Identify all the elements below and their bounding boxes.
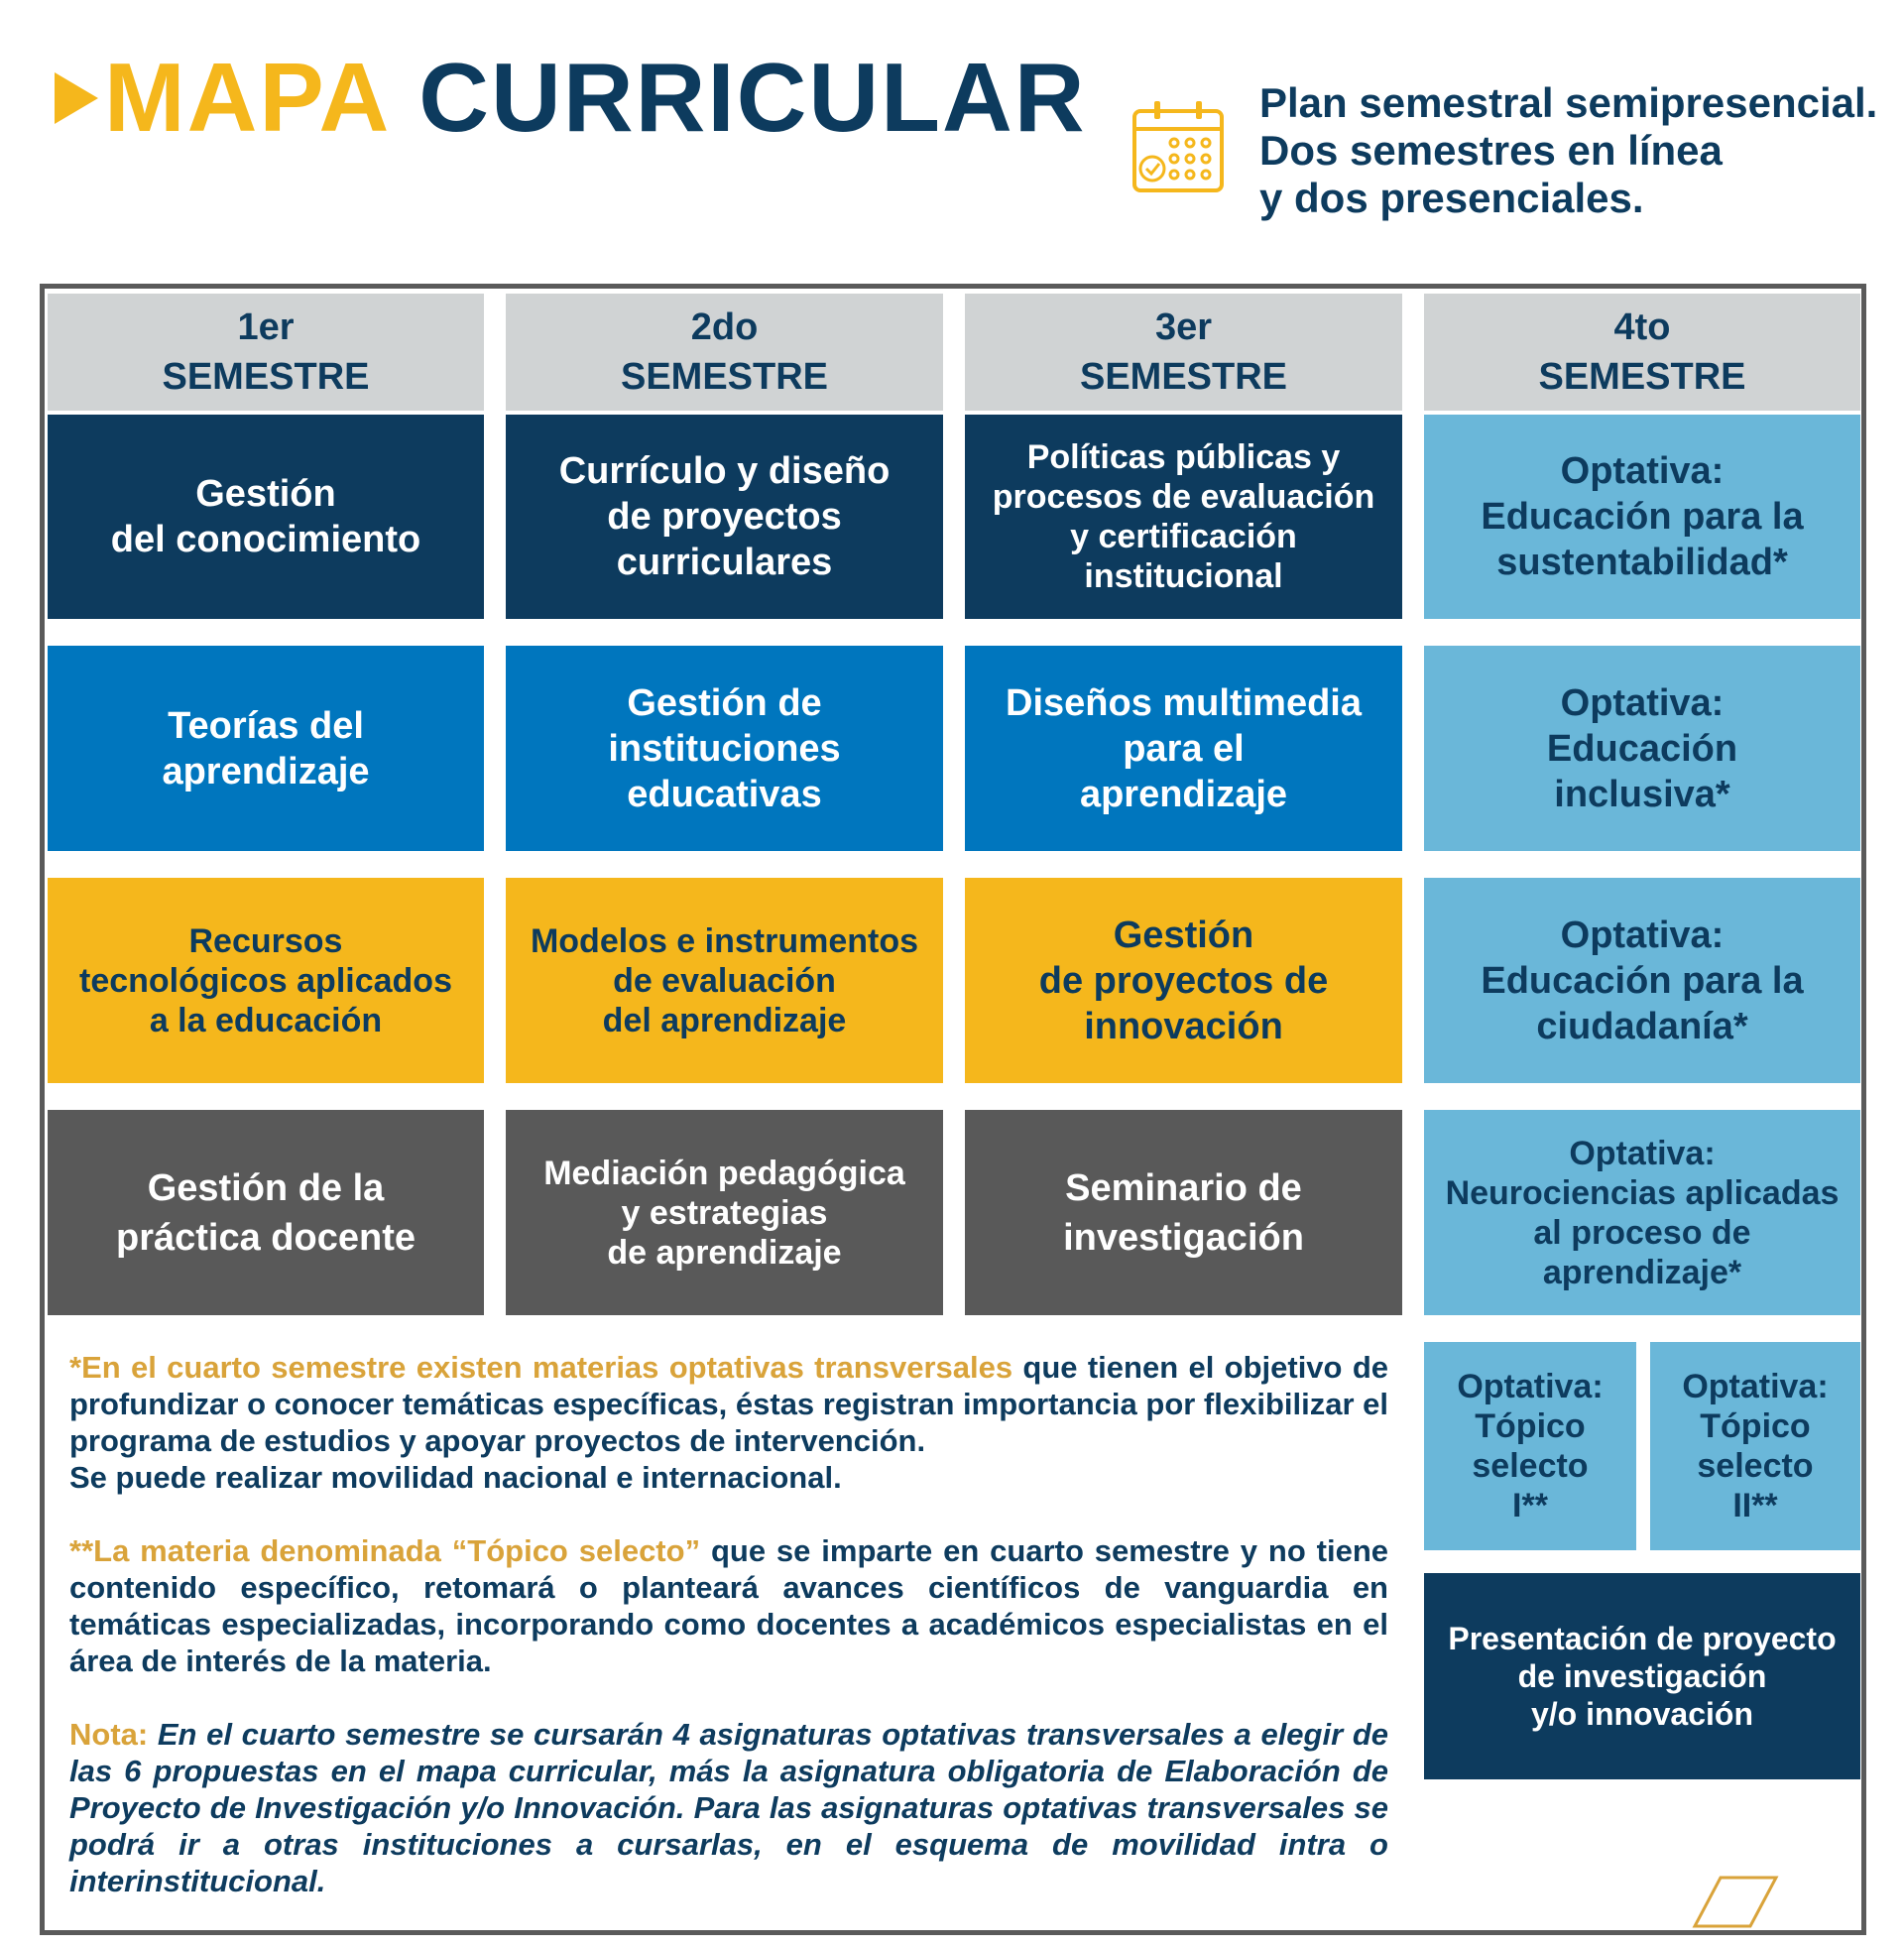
semester-label: SEMESTRE	[620, 356, 829, 398]
course-line: Seminario de	[1065, 1166, 1302, 1209]
semester-number: 2do	[690, 306, 759, 348]
course-line: aprendizaje*	[1542, 1253, 1742, 1291]
semester-number: 1er	[237, 306, 295, 348]
course-line: a la educación	[149, 1001, 383, 1039]
note-text: que tienen el objetivo de profundizar o conocer temáticas específicas, éstas registran importancia por flexibilizar el programa de estudios y apoyar proyectos de intervención.	[69, 1350, 1389, 1458]
semester-header-1	[48, 294, 484, 411]
plan-line: Plan semestral semipresencial.	[1259, 79, 1878, 126]
course-line: Teorías del	[168, 704, 364, 747]
course-line: instituciones	[608, 727, 841, 770]
note-nota	[69, 1716, 1388, 1899]
course-line: Currículo y diseño	[558, 450, 891, 492]
course-line: para el	[1123, 727, 1245, 770]
course-recursos-tecnologicos	[48, 878, 484, 1083]
course-line: ciudadanía*	[1536, 1005, 1748, 1047]
course-line: institucional	[1084, 557, 1283, 595]
optativa-neurociencias	[1424, 1110, 1860, 1315]
course-curriculo-diseno	[506, 415, 943, 619]
optativa-ciudadania	[1424, 878, 1860, 1083]
course-line: Recursos	[188, 921, 343, 960]
course-line: de evaluación	[613, 961, 836, 1000]
semester-number: 4to	[1613, 306, 1671, 348]
course-line: aprendizaje	[162, 750, 370, 792]
course-line: Optativa:	[1560, 681, 1725, 724]
course-line: Optativa:	[1560, 450, 1725, 492]
course-line: Educación para la	[1481, 496, 1804, 538]
course-line: práctica docente	[116, 1216, 416, 1259]
semester-header-4	[1424, 294, 1860, 411]
optativa-topico-selecto-1	[1424, 1342, 1636, 1550]
course-line: I**	[1512, 1487, 1548, 1524]
course-line: tecnológicos aplicados	[79, 961, 452, 1000]
course-line: sustentabilidad*	[1496, 542, 1788, 583]
course-line: aprendizaje	[1079, 773, 1288, 815]
title-part1: MAPA	[104, 43, 392, 152]
course-line: Modelos e instrumentos	[530, 921, 919, 960]
semester-header-3	[965, 294, 1402, 411]
course-gestion-proyectos-innovacion	[965, 878, 1402, 1083]
course-line: de proyectos de	[1038, 959, 1329, 1002]
semester-header-2	[506, 294, 943, 411]
course-line: selecto	[1472, 1447, 1589, 1485]
course-teorias-aprendizaje	[48, 646, 484, 851]
course-line: Neurociencias aplicadas	[1445, 1173, 1840, 1212]
note-topico-selecto	[69, 1532, 1388, 1679]
semester-label: SEMESTRE	[1538, 356, 1746, 398]
course-line: Gestión	[195, 473, 336, 515]
course-presentacion-proyecto	[1424, 1573, 1860, 1779]
course-gestion-instituciones	[506, 646, 943, 851]
note-text: Se puede realizar movilidad nacional e internacional.	[69, 1460, 842, 1495]
course-line: investigación	[1063, 1216, 1304, 1259]
note-label: Nota:	[69, 1717, 149, 1752]
course-line: II**	[1732, 1487, 1778, 1524]
optativa-inclusiva	[1424, 646, 1860, 851]
course-line: y estrategias	[621, 1193, 828, 1232]
course-line: Optativa:	[1560, 914, 1725, 956]
course-line: de aprendizaje	[607, 1233, 842, 1272]
course-line: curriculares	[616, 542, 833, 583]
note-text: que se imparte en cuarto semestre y no tiene contenido específico, retomará o planteará avances científicos de vanguardia en temáticas especializadas, incorporando como docentes a académicos especialistas en el área de interés de la materia.	[69, 1533, 1388, 1678]
course-line: Optativa:	[1457, 1368, 1604, 1405]
plan-line: Dos semestres en línea	[1259, 127, 1723, 174]
course-gestion-conocimiento	[48, 415, 484, 619]
course-seminario-investigacion	[965, 1110, 1402, 1315]
plan-description	[1259, 79, 1877, 222]
course-line: Tópico	[1700, 1407, 1811, 1445]
semester-number: 3er	[1154, 306, 1213, 348]
course-mediacion-pedagogica	[506, 1110, 943, 1315]
course-line: Gestión	[1113, 914, 1254, 956]
course-line: Optativa:	[1569, 1134, 1716, 1172]
course-line: Educación para la	[1481, 959, 1804, 1002]
notes-section	[69, 1349, 1388, 1936]
course-line: Gestión de	[627, 681, 822, 724]
course-line: Gestión de la	[147, 1166, 385, 1209]
course-line: y/o innovación	[1530, 1696, 1753, 1732]
course-line: procesos de evaluación	[992, 478, 1375, 516]
title-part2: CURRICULAR	[418, 43, 1087, 152]
course-line: del aprendizaje	[602, 1001, 847, 1039]
course-line: Diseños multimedia	[1006, 681, 1362, 724]
course-politicas-publicas	[965, 415, 1402, 619]
course-line: Tópico	[1475, 1407, 1586, 1445]
decorative-shape-icon	[1691, 1875, 1780, 1929]
play-arrow-icon	[55, 72, 98, 124]
course-line: Presentación de proyecto	[1448, 1621, 1837, 1656]
course-line: Educación	[1546, 727, 1738, 770]
course-line: selecto	[1697, 1447, 1814, 1485]
course-modelos-instrumentos	[506, 878, 943, 1083]
course-line: del conocimiento	[110, 519, 421, 560]
semester-label: SEMESTRE	[162, 356, 370, 398]
optativa-topico-selecto-2	[1650, 1342, 1860, 1550]
course-gestion-practica-docente	[48, 1110, 484, 1315]
course-line: de proyectos	[607, 496, 842, 538]
page-title	[55, 42, 1087, 154]
note-highlight: **La materia denominada “Tópico selecto”	[69, 1533, 701, 1568]
course-line: inclusiva*	[1554, 773, 1730, 815]
course-line: Mediación pedagógica	[543, 1154, 905, 1192]
course-line: de investigación	[1517, 1658, 1767, 1694]
course-line: Optativa:	[1682, 1368, 1829, 1405]
course-line: y certificación	[1070, 518, 1297, 555]
calendar-icon	[1130, 99, 1230, 198]
course-disenos-multimedia	[965, 646, 1402, 851]
course-line: innovación	[1084, 1005, 1283, 1047]
note-optativas	[69, 1349, 1388, 1496]
note-highlight: *En el cuarto semestre existen materias optativas transversales	[69, 1350, 1013, 1385]
course-line: al proceso de	[1533, 1213, 1751, 1252]
plan-line: y dos presenciales.	[1259, 175, 1644, 221]
course-line: Políticas públicas y	[1026, 438, 1341, 476]
semester-label: SEMESTRE	[1079, 356, 1288, 398]
note-text: En el cuarto semestre se cursarán 4 asignaturas optativas transversales a elegir de las 6 propuestas en el mapa curricular, más la asignatura obligatoria de Elaboración de Proyecto de Investigación y/o Innovación. Para las asignaturas optativas transversales se podrá ir a otras instituciones a cursarlas, en el esquema de movilidad intra o interinstitucional.	[69, 1717, 1388, 1898]
course-line: educativas	[627, 773, 822, 815]
optativa-sustentabilidad	[1424, 415, 1860, 619]
